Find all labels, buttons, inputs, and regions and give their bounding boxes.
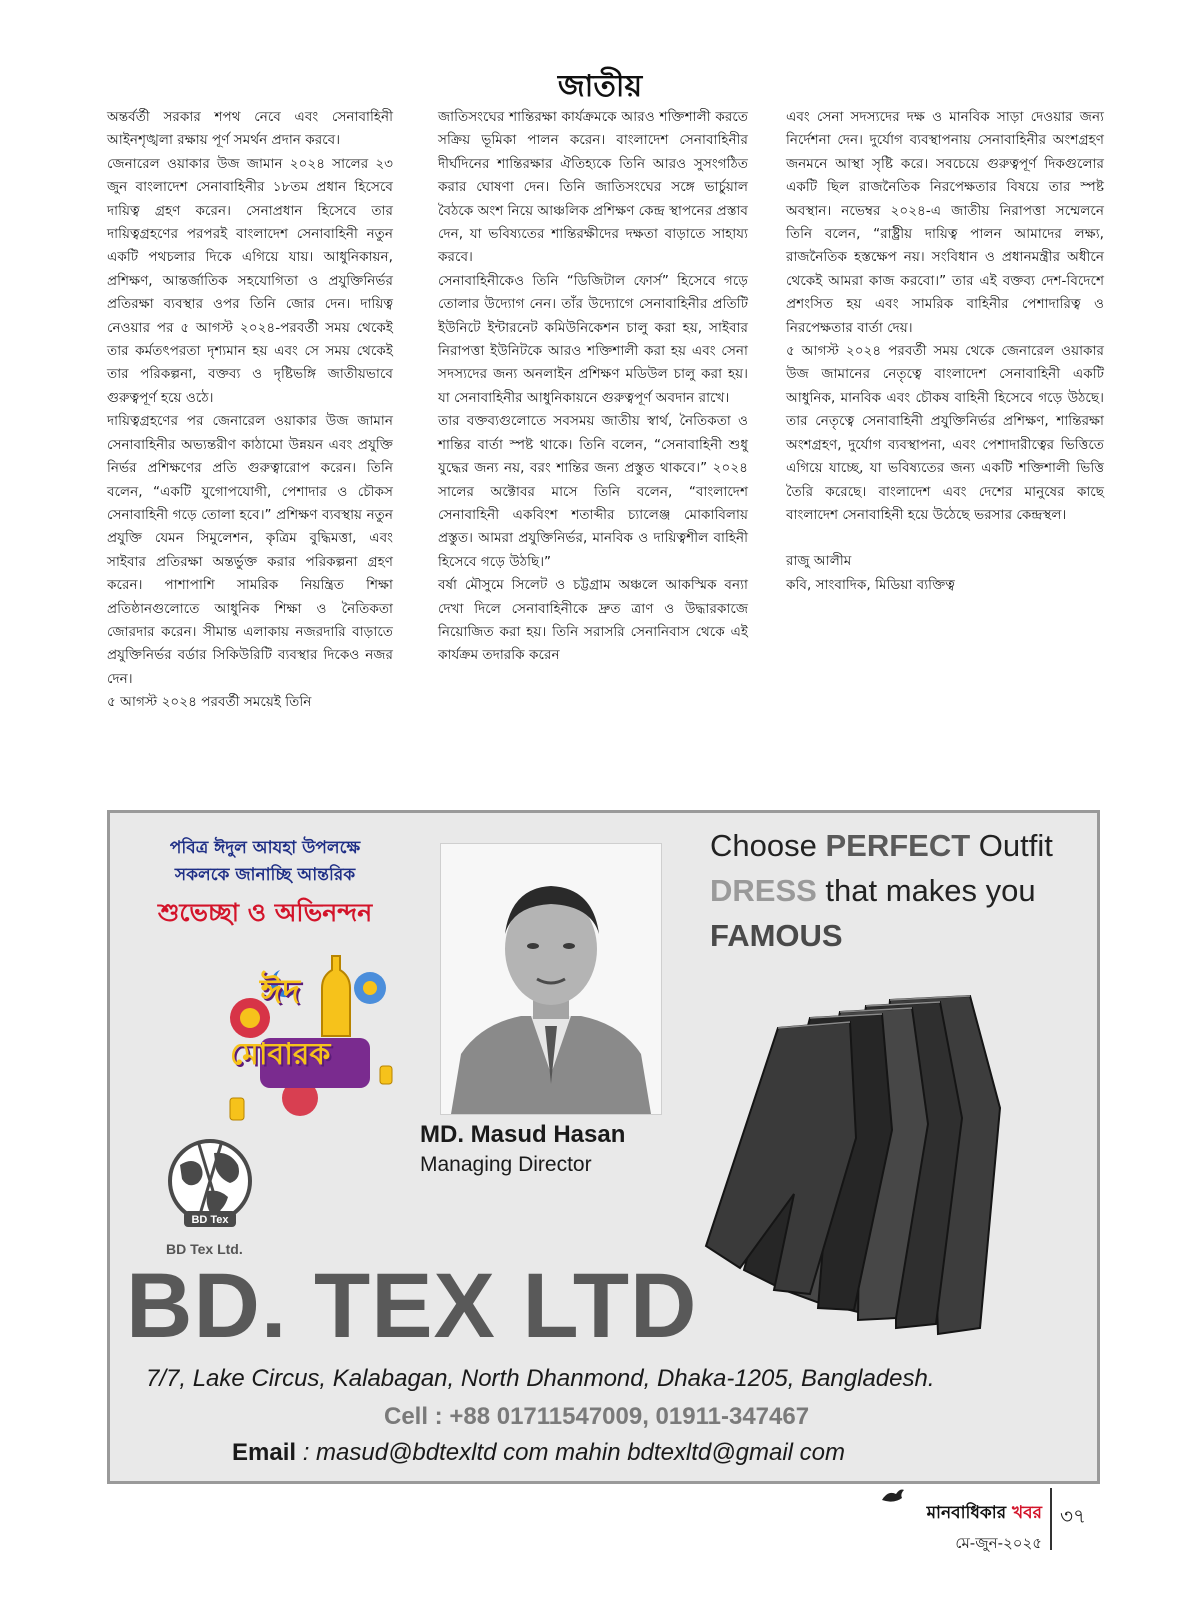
company-logo (158, 1131, 262, 1235)
magazine-masthead (862, 1500, 1042, 1528)
article-paragraph: তার বক্তব্যগুলোতে সবসময় জাতীয় স্বার্থ, নৈতিকতা ও শান্তির বার্তা স্পষ্ট থাকে। তিনি বলেন, “সেনাবাহিনী শুধু যুদ্ধের জন্য নয়, বরং শান্তির জন্য প্রস্তুত থাকবে।” ২০২৪ সালের অক্টোবর মাসে তিনি বলেন, “বাংলাদেশ সেনাবাহিনী একবিংশ শতাব্দীর চ্যালেঞ্জ মোকাবিলায় প্রস্তুত। আমরা প্রযুক্তিনির্ভর, মানবিক ও দায়িত্বশীল বাহিনী হিসেবে গড়ে উঠছি।” (438, 413, 748, 570)
mubarak-word: মোবারক (230, 1037, 331, 1072)
author-name: রাজু আলীম (786, 553, 852, 570)
author-role: কবি, সাংবাদিক, মিডিয়া ব্যক্তিত্ব (786, 576, 955, 593)
eid-mubarak-badge (220, 948, 400, 1128)
logo-badge-text: BD Tex (191, 1214, 229, 1226)
jeans-icon (670, 988, 1090, 1348)
article-paragraph: এবং সেনা সদস্যদের দক্ষ ও মানবিক সাড়া দেওয়ার জন্য নির্দেশনা দেন। দুর্যোগ ব্যবস্থাপনায় সেনাবাহিনীর অংশগ্রহণ জনমনে আস্থা সৃষ্টি করে। সবচেয়ে গুরুত্বপূর্ণ দিকগুলোর একটি ছিল রাজনৈতিক নিরপেক্ষতার বিষয়ে তার স্পষ্ট অবস্থান। নভেম্বর ২০২৪-এ জাতীয় নিরাপত্তা সম্মেলনে তিনি বলেন, “রাষ্ট্রীয় দায়িত্ব পালন আমাদের লক্ষ্য, রাজনৈতিক হস্তক্ষেপ নয়। সংবিধান ও প্রধানমন্ত্রীর অধীনে থেকেই আমরা কাজ করবো।” তার এই বক্তব্য দেশ-বিদেশে প্রশংসিত হয় এবং সামরিক বাহিনীর পেশাদারিত্ব ও নিরপেক্ষতার বার্তা দেয়। (786, 109, 1104, 336)
globe-logo-icon (158, 1131, 262, 1235)
article-column-1 (107, 106, 393, 715)
managing-director-photo (440, 843, 662, 1115)
person-name: MD. Masud Hasan (420, 1121, 626, 1148)
company-name: BD. TEX LTD (126, 1255, 698, 1357)
person-portrait-icon (441, 844, 661, 1114)
footer-divider (1050, 1488, 1052, 1550)
dove-icon (880, 1486, 906, 1506)
logo-caption: BD Tex Ltd. (166, 1241, 243, 1257)
article-paragraph: বর্ষা মৌসুমে সিলেট ও চট্টগ্রাম অঞ্চলে আকস্মিক বন্যা দেখা দিলে সেনাবাহিনীকে দ্রুত ত্রাণ ও উদ্ধারকাজে নিয়োজিত করা হয়। তিনি সরাসরি সেনানিবাস থেকে এই কার্যক্রম তদারকি করেন (438, 577, 748, 664)
article-column-2 (438, 106, 748, 668)
article-paragraph: ৫ আগস্ট ২০২৪ পরবর্তী সময়েই তিনি (107, 694, 312, 711)
greeting-line: সকলকে জানাচ্ছি আন্তরিক (174, 865, 356, 885)
article-column-3 (786, 106, 1104, 597)
jeans-photo (670, 988, 1090, 1348)
slogan-emphasis: DRESS (710, 873, 817, 908)
eid-greeting (130, 835, 400, 933)
email-addresses: : masud@bdtexltd com mahin bdtexltd@gmail com (296, 1439, 845, 1466)
article-paragraph: ৫ আগস্ট ২০২৪ পরবর্তী সময় থেকে জেনারেল ওয়াকার উজ জামানের নেতৃত্বে বাংলাদেশ সেনাবাহিনী একটি আধুনিক, মানবিক এবং চৌকষ বাহিনী হিসেবে গড়ে উঠছে। তার নেতৃত্বে সেনাবাহিনী প্রযুক্তিনির্ভর প্রশিক্ষণ, শান্তিরক্ষা অংশগ্রহণ, দুর্যোগ ব্যবস্থাপনা, এবং পেশাদারীত্বের ভিত্তিতে এগিয়ে যাচ্ছে, যা ভবিষ্যতের জন্য একটি শক্তিশালী ভিত্তি তৈরি করেছে। বাংলাদেশ এবং দেশের মানুষের কাছে বাংলাদেশ সেনাবাহিনী হয়ে উঠেছে ভরসার কেন্দ্রস্থল। (786, 343, 1104, 523)
article-paragraph: জেনারেল ওয়াকার উজ জামান ২০২৪ সালের ২৩ জুন বাংলাদেশ সেনাবাহিনীর ১৮তম প্রধান হিসেবে দায়িত্ব গ্রহণ করেন। সেনাপ্রধান হিসেবে তার দায়িত্বগ্রহণের পরপরই বাংলাদেশ সেনাবাহিনী নতুন একটি পথচলার দিকে এগিয়ে যায়। আধুনিকায়ন, প্রশিক্ষণ, আন্তর্জাতিক সহযোগিতা ও প্রযুক্তিনির্ভর প্রতিরক্ষা ব্যবস্থার ওপর তিনি জোর দেন। দায়িত্ব নেওয়ার পর ৫ আগস্ট ২০২৪-পরবর্তী সময় থেকেই তার কর্মতৎপরতা দৃশ্যমান হয় এবং সে সময় থেকেই তার পরিকল্পনা, বক্তব্য ও দৃষ্টিভঙ্গি জাতীয়ভাবে গুরুত্বপূর্ণ হয়ে ওঠে। (107, 155, 393, 406)
slogan-text: Outfit (970, 828, 1053, 863)
company-address: 7/7, Lake Circus, Kalabagan, North Dhanmond, Dhaka-1205, Bangladesh. (146, 1365, 935, 1392)
eid-word: ঈদ (260, 972, 301, 1012)
slogan-text: Choose (710, 828, 826, 863)
greeting-highlight: শুভেচ্ছা ও অভিনন্দন (157, 898, 373, 927)
slogan-emphasis: FAMOUS (710, 918, 843, 953)
article-paragraph: দায়িত্বগ্রহণের পর জেনারেল ওয়াকার উজ জামান সেনাবাহিনীর অভ্যন্তরীণ কাঠামো উন্নয়ন এবং প্রযুক্তি নির্ভর প্রশিক্ষণের প্রতি গুরুত্বারোপ করেন। তিনি বলেন, “একটি যুগোপযোগী, পেশাদার ও চৌকস সেনাবাহিনী গড়ে তোলা হবে।” প্রশিক্ষণ ব্যবস্থায় নতুন প্রযুক্তি যেমন সিমুলেশন, কৃত্রিম বুদ্ধিমত্তা, এবং সাইবার প্রতিরক্ষা অন্তর্ভুক্ত করার পরিকল্পনা গ্রহণ করেন। পাশাপাশি সামরিক নিয়ন্ত্রিত শিক্ষা প্রতিষ্ঠানগুলোতে আধুনিক শিক্ষা ও নৈতিকতা জোরদার করেন। সীমান্ত এলাকায় নজরদারি বাড়াতে প্রযুক্তিনির্ভর বর্ডার সিকিউরিটি ব্যবস্থার দিকেও নজর দেন। (107, 413, 393, 687)
issue-date: মে-জুন-২০২৫ (955, 1534, 1042, 1552)
article-paragraph: অন্তর্বর্তী সরকার শপথ নেবে এবং সেনাবাহিনী আইনশৃঙ্খলা রক্ষায় পূর্ণ সমর্থন প্রদান করবে। (107, 109, 393, 149)
section-title: জাতীয় (557, 69, 643, 104)
masthead-title: মানবাধিকার (926, 1503, 1013, 1523)
email-label: Email (232, 1439, 297, 1466)
article-paragraph: সেনাবাহিনীকেও তিনি “ডিজিটাল ফোর্স” হিসেবে গড়ে তোলার উদ্যোগ নেন। তাঁর উদ্যোগে সেনাবাহিনীর প্রতিটি ইউনিটে ইন্টারনেট কমিউনিকেশন চালু করা হয়, সাইবার নিরাপত্তা ইউনিটকে আরও শক্তিশালী করা হয় এবং সেনা সদস্যদের জন্য অনলাইন প্রশিক্ষণ মডিউল চালু করা হয়। যা সেনাবাহিনীর আধুনিকায়নে গুরুত্বপূর্ণ অবদান রাখে। (438, 272, 748, 406)
slogan-text: that makes you (816, 873, 1036, 908)
phone-numbers: Cell : +88 01711547009, 01911-347467 (384, 1403, 810, 1430)
article-paragraph: জাতিসংঘের শান্তিরক্ষা কার্যক্রমকে আরও শক্তিশালী করতে সক্রিয় ভূমিকা পালন করেন। বাংলাদেশ সেনাবাহিনীর দীর্ঘদিনের শান্তিরক্ষার ঐতিহ্যকে তিনি আরও সুসংগঠিত করার ঘোষণা দেন। তিনি জাতিসংঘের সঙ্গে ভার্চুয়াল বৈঠকে অংশ নিয়ে আঞ্চলিক প্রশিক্ষণ কেন্দ্র স্থাপনের প্রস্তাব দেন, যা ভবিষ্যতের শান্তিরক্ষীদের দক্ষতা বাড়াতে সাহায্য করবে। (438, 109, 748, 266)
advertisement-panel (107, 810, 1100, 1484)
slogan-emphasis: PERFECT (825, 828, 971, 863)
page-number: ৩৭ (1060, 1504, 1087, 1528)
greeting-line: পবিত্র ঈদুল আযহা উপলক্ষে (169, 838, 361, 858)
fashion-slogan (710, 823, 1080, 958)
email-line (232, 1439, 845, 1467)
masthead-title-accent: খবর (1012, 1503, 1042, 1523)
person-title: Managing Director (420, 1153, 592, 1176)
